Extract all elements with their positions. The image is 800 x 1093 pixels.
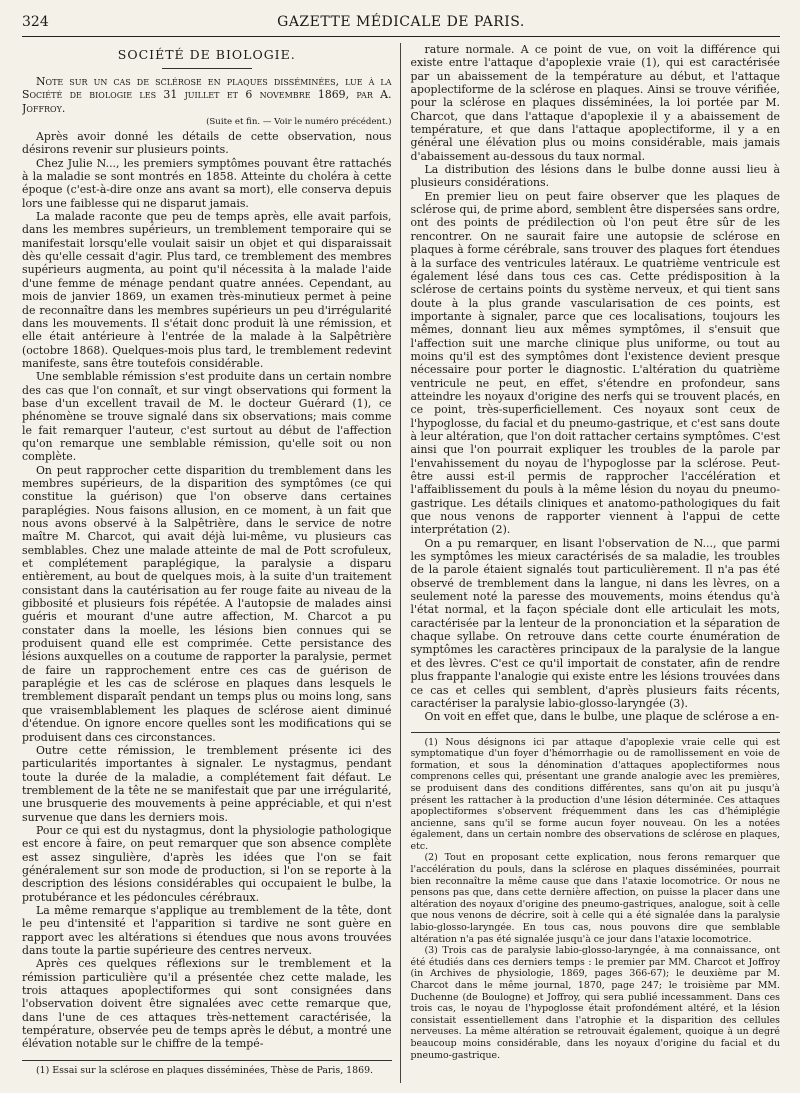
paragraph: En premier lieu on peut faire observer que les plaques de sclérose qui, de prime abord, semblent être dispersées sans ordre, ont des points de prédilection où l'on peut être sûr de les rencontrer. On ne saurait faire une autopsie de sclérose en plaques à forme cérébrale, sans trouver des plaques fort étendues à la surface des ventricules latéraux. Le quatrième ventricule est également lésé dans tous ces cas. Cette prédisposition à la sclérose de certains points du système nerveux, et qui tient sans doute à la plus grande vascularisation de ces points, est importante à signaler, parce que ces localisations, toujours les mêmes, donnant lieu aux mêmes symptômes, il s'ensuit que l'affection suit une marche clinique plus uniforme, ou tout au moins qu'il est des symptômes dont l'existence devient presque nécessaire pour porter le diagnostic. L'altération du quatrième ventricule ne peut, en effet, s'étendre en profondeur, sans atteindre les noyaux d'origine des nerfs qui se trouvent placés, en ce point, très-superficiellement. Ces noyaux sont ceux de l'hypoglosse, du facial et du pneumo-gastrique, et c'est sans doute à leur altération, que l'on doit rattacher certains symptômes. C'est ainsi que l'on pourrait expliquer les troubles de la parole par l'envahissement du noyau de l'hypoglosse par la sclérose. Peut-être aussi est-il permis de rapprocher l'accélération et l'affaiblissement du pouls à la même lésion du noyau du pneumo-gastrique. Les détails cliniques et anatomo-pathologiques du fait que nous venons de rapporter viennent à l'appui de cette interprétation (2).	[410, 189, 780, 537]
paragraph: Chez Julie N..., les premiers symptômes pouvant être rattachés à la maladie se sont montrés en 1858. Atteinte du choléra à cette époque (c'est-à-dire onze ans avant sa mort), elle conserva depuis lors une faiblesse qui ne disparut jamais.	[22, 156, 392, 210]
footnote: (2) Tout en proposant cette explication, nous ferons remarquer que l'accélération du pouls, dans la sclérose en plaques disséminées, pourrait bien reconnaître la même cause que dans l'ataxie locomotrice. Or nous ne pensons pas que, dans cette dernière affection, on puisse la placer dans une altération des noyaux d'origine des pneumo-gastriques, analogue, soit à celle que nous venons de décrire, soit à celle qui a été signalée dans la paralysie labio-glosso-laryngée. En tous cas, nous pouvons dire que semblable altération n'a pas été signalée jusqu'à ce jour dans l'ataxie locomotrice.	[410, 852, 780, 945]
section-divider	[162, 68, 252, 69]
right-column	[400, 43, 781, 1083]
article-heading: Note sur un cas de sclérose en plaques disséminées, lue à la Société de biologie les 31 juillet et 6 novembre 1869, par A. Joffroy.	[22, 75, 392, 115]
left-column	[22, 43, 400, 1083]
footnote: (1) Essai sur la sclérose en plaques disséminées, Thèse de Paris, 1869.	[36, 1065, 374, 1077]
page-number: 324	[22, 14, 49, 30]
paragraph: Après ces quelques réflexions sur le tremblement et la rémission particulière qu'il a présentée chez cette malade, les trois attaques apoplectiformes qui sont consignées dans l'observation doivent être signalées avec cette remarque que, dans l'une de ces attaques très-nettement caractérisée, la température, observée peu de temps après le début, a montré une élévation notable sur le chiffre de la tempé-	[22, 957, 392, 1051]
continuation-note: (Suite et fin. — Voir le numéro précédent.)	[206, 117, 392, 128]
paragraph: La malade raconte que peu de temps après, elle avait parfois, dans les membres supérieurs, un tremblement temporaire qui se manifestait lorsqu'elle voulait saisir un objet et qui disparaissait dès qu'elle cessait d'agir. Plus tard, ce tremblement des membres supérieurs augmenta, au point qu'il nécessita à la malade l'aide d'une femme de ménage pendant quatre années. Cependant, au mois de janvier 1869, un examen très-minutieux permet à peine de reconnaître dans les membres supérieurs un peu d'irrégularité dans les mouvements. Il s'était donc produit là une rémission, et elle était antérieure à l'entrée de la malade à la Salpêtrière (octobre 1868). Quelques-mois plus tard, le tremblement redevint manifeste, sans être toutefois considérable.	[22, 210, 392, 370]
paragraph: On a pu remarquer, en lisant l'observation de N..., que parmi les symptômes les mieux caractérisés de sa maladie, les troubles de la parole étaient signalés tout particulièrement. Il n'a pas été observé de tremblement dans la langue, ni dans les lèvres, on a seulement noté la paresse des mouvements, moins étendus qu'à l'état normal, et la façon spéciale dont elle articulait les mots, caractérisée par la lenteur de la prononciation et la séparation de chaque syllabe. On retrouve dans cette courte énumération de symptômes les caractères principaux de la paralysie de la langue et des lèvres. C'est ce qu'il importait de constater, afin de rendre plus frappante l'analogie qui existe entre les lésions trouvées dans ce cas et celles qui semblent, d'après plusieurs faits récents, caractériser la paralysie labio-glosso-laryngée (3).	[410, 536, 780, 710]
page-header	[22, 14, 780, 37]
left-footnotes	[22, 1052, 392, 1077]
paragraph: La distribution des lésions dans le bulbe donne aussi lieu à plusieurs considérations.	[410, 163, 780, 190]
paragraph: Après avoir donné les détails de cette observation, nous désirons revenir sur plusieurs points.	[22, 130, 392, 157]
paragraph: On peut rapprocher cette disparition du tremblement dans les membres supérieurs, de la disparition des symptômes (ce qui constitue la guérison) que l'on observe dans certaines paraplégies. Nous faisons allusion, en ce moment, à un fait que nous avons observé à la Salpêtrière, dans le service de notre maître M. Charcot, qui avait déjà lui-même, vu plusieurs cas semblables. Chez une malade atteinte de mal de Pott scrofuleux, et complétement paraplégique, la paralysie a disparu entièrement, au bout de quelques mois, à la suite d'un traitement consistant dans la cautérisation au fer rouge faite au niveau de la gibbosité et plusieurs fois répétée. A l'autopsie de malades ainsi guéris et mourant d'une autre affection, M. Charcot a pu constater dans la moelle, les lésions bien connues qui se produisent quand elle est comprimée. Cette persistance des lésions auxquelles on a coutume de rapporter la paralysie, permet de faire un rapprochement entre ces cas de guérison de paraplégie et les cas de sclérose en plaques dans lesquels le tremblement disparaît pendant un temps plus ou moins long, sans que vraisemblablement les plaques de sclérose aient diminué d'étendue. On ignore encore quelles sont les modifications qui se produisent dans ces circonstances.	[22, 463, 392, 744]
paragraph: Outre cette rémission, le tremblement présente ici des particularités importantes à signaler. Le nystagmus, pendant toute la durée de la maladie, a complétement fait défaut. Le tremblement de la tête ne se manifestait que par une irrégularité, une brusquerie des mouvements à peine appréciable, et qui n'est survenue que dans les derniers mois.	[22, 743, 392, 824]
section-title: SOCIÉTÉ DE BIOLOGIE.	[117, 47, 296, 62]
paragraph: Pour ce qui est du nystagmus, dont la physiologie pathologique est encore à faire, on peut remarquer que son absence complète est assez singulière, d'après les idées que l'on se fait généralement sur son mode de production, si l'on se reporte à la description des lésions considérables qui occupaient le bulbe, la protubérance et les pédoncules cérébraux.	[22, 823, 392, 904]
footnote: (3) Trois cas de paralysie labio-glosso-laryngée, à ma connaissance, ont été étudiés dans ces derniers temps : le premier par MM. Charcot et Joffroy (in Archives de physiologie, 1869, pages 366-67); le deuxième par M. Charcot dans le même journal, 1870, page 247; le troisième par MM. Duchenne (de Boulogne) et Joffroy, qui sera publié incessamment. Dans ces trois cas, le noyau de l'hypoglosse était profondément altéré, et la lésion consistait essentiellement dans l'atrophie et la disparition des cellules nerveuses. La même altération se retrouvait également, quoique à un degré beaucoup moins considérable, dans les noyaux d'origine du facial et du pneumo-gastrique.	[410, 945, 780, 1061]
footnote: (1) Nous désignons ici par attaque d'apoplexie vraie celle qui est symptomatique d'un foyer d'hémorrhagie ou de ramollissement en voie de formation, et sous la dénomination d'attaques apoplectiformes nous comprenons celles qui, présentant une grande analogie avec les premières, se produisent dans des conditions différentes, sans qu'on ait pu jusqu'à présent les rattacher à la production d'une lésion déterminée. Ces attaques apoplectiformes s'observent fréquemment dans les cas d'hémiplégie ancienne, sans qu'il se forme aucun foyer nouveau. On les a notées également, dans un certain nombre des observations de sclérose en plaques, etc.	[410, 736, 780, 852]
right-footnotes	[411, 732, 781, 1062]
paragraph: La même remarque s'applique au tremblement de la tête, dont le peu d'intensité et l'apparition si tardive ne sont guère en rapport avec les altérations si étendues que nous avons trouvées dans toute la partie supérieure des centres nerveux.	[22, 903, 392, 957]
running-title: GAZETTE MÉDICALE DE PARIS.	[277, 14, 525, 30]
paragraph: On voit en effet que, dans le bulbe, une plaque de sclérose a en-	[424, 710, 780, 724]
paragraph: rature normale. A ce point de vue, on voit la différence qui existe entre l'attaque d'apoplexie vraie (1), qui est caractérisée par un abaissement de la température au début, et l'attaque apoplectiforme de la sclérose en plaques. Ainsi se trouve vérifiée, pour la sclérose en plaques disséminées, la loi portée par M. Charcot, que dans l'attaque d'apoplexie il y a abaissement de température, et que dans l'attaque apoplectiforme, il y a en général une élévation plus ou moins considérable, mais jamais d'abaissement au-dessous du taux normal.	[410, 43, 780, 163]
two-column-body	[22, 43, 780, 1083]
footnote-rule	[22, 1060, 392, 1061]
footnote-rule	[411, 732, 781, 733]
paragraph: Une semblable rémission s'est produite dans un certain nombre des cas que l'on connaît, et sur vingt observations qui forment la base d'un excellent travail de M. le docteur Guérard (1), ce phénomène se trouve signalé dans six observations; mais comme le fait remarquer l'auteur, c'est surtout au début de l'affection qu'on remarque une semblable rémission, qu'elle soit ou non complète.	[22, 370, 392, 464]
